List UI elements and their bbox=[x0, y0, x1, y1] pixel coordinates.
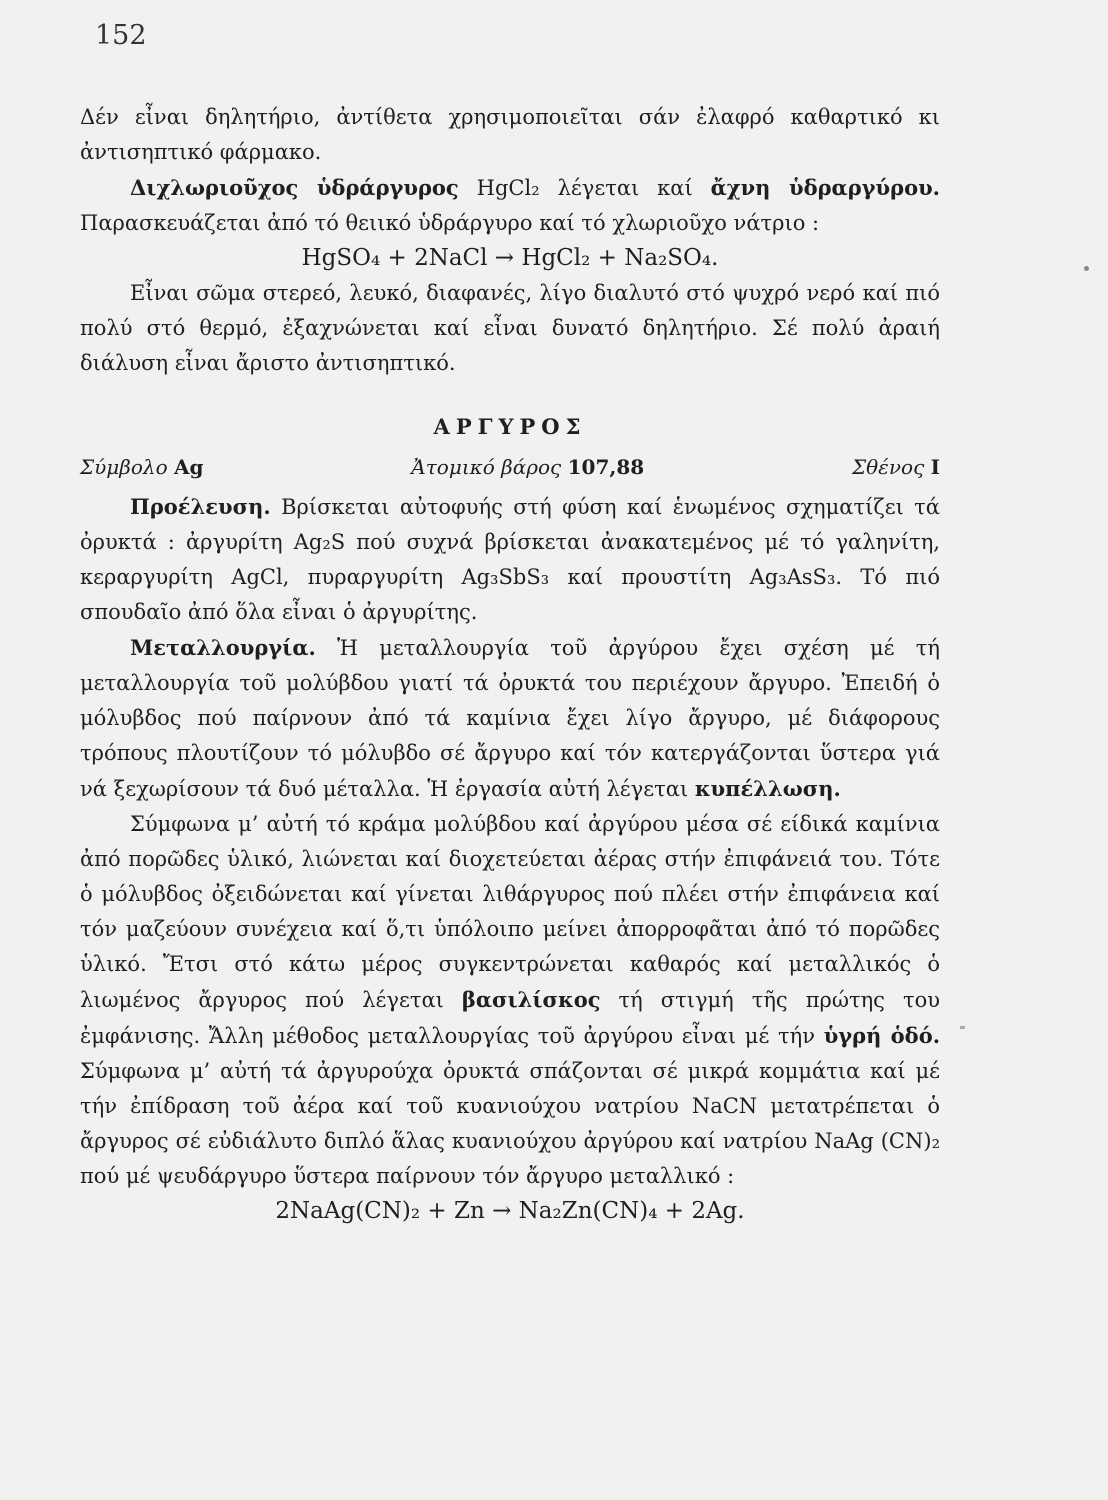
origin-text: Βρίσκεται αὐτοφυής στή φύση καί ἑνωμένος σχηματίζει τά ὀρυκτά : ἀργυρίτη Ag₂S πού συχνά βρίσκεται ἀνακατεμένος μέ τό γαληνίτη, κεραργυρίτη AgCl, πυραργυρίτη Ag₃SbS₃ καί προυστίτη Ag₃AsS₃. Τό πιό σπουδαῖο ἀπό ὅλα εἶναι ὁ ἀργυρίτης. bbox=[80, 495, 940, 624]
hgcl2-alt-name: ἄχνη ὑδραργύρου. bbox=[710, 175, 940, 200]
metallurgy-text: Ἡ μεταλλουργία τοῦ ἀργύρου ἔχει σχέση μέ τή μεταλλουργία τοῦ μολύβδου γιατί τά ὀρυκτά του περιέχουν ἄργυρο. Ἐπειδή ὁ μόλυβδος πού παίρνουν ἀπό τά καμίνια ἔχει λίγο ἄργυρο, μέ διάφορους τρόπους πλουτίζουν τό μόλυβδο σέ ἄργυρο καί τόν κατεργάζονται ὕστερα γιά νά ξεχωρίσουν τά δυό μέταλλα. Ἡ ἐργασία αὐτή λέγεται bbox=[80, 636, 940, 801]
hgcl2-title: Διχλωριοῦχος ὑδράργυρος bbox=[130, 175, 459, 200]
hgcl2-text1: λέγεται καί bbox=[557, 176, 693, 200]
paragraph-intro: Δέν εἶναι δηλητήριο, ἀντίθετα χρησιμοποιεῖται σάν ἐλαφρό καθαρτικό κι ἀντισηπτικό φάρμακο. bbox=[80, 105, 940, 164]
origin-title: Προέλευση. bbox=[130, 494, 271, 519]
symbol-value: Ag bbox=[173, 455, 204, 479]
scan-speck bbox=[1084, 266, 1089, 271]
weight-value: 107,88 bbox=[567, 455, 645, 479]
hgcl2-preparation: Παρασκευάζεται ἀπό τό θειικό ὑδράργυρο καί τό χλωριοῦχο νάτριο : bbox=[80, 211, 820, 235]
process-text-c: Σύμφωνα μ’ αὐτή τά ἀργυρούχα ὀρυκτά σπάζονται σέ μικρά κομμάτια καί μέ τήν ἐπίδραση τοῦ ἀέρα καί τοῦ κυανιούχου νατρίου NaCN μετατρέπεται ὁ ἄργυρος σέ εὐδιάλυτο διπλό ἅλας κυανιούχου ἀργύρου καί νατρίου NaAg (CN)₂ πού μέ ψευδάργυρο ὕστερα παίρνουν τόν ἄργυρο μεταλλικό : bbox=[80, 1059, 940, 1188]
text-block-top bbox=[80, 100, 940, 1229]
valence-field bbox=[852, 450, 940, 485]
weight-label: Ἀτομικό βάρος bbox=[411, 455, 562, 479]
valence-value: I bbox=[930, 455, 940, 479]
element-info-line bbox=[80, 450, 940, 485]
metallurgy-title: Μεταλλουργία. bbox=[130, 635, 316, 660]
basiliskos-term: βασιλίσκος bbox=[461, 987, 601, 1012]
paragraph-origin bbox=[80, 489, 940, 630]
symbol-label: Σύμβολο bbox=[80, 455, 168, 479]
paragraph-hgcl2-title bbox=[80, 170, 940, 241]
process-text-b: τή στιγμή τῆς πρώτης του ἐμφάνισης. Ἄλλη μέθοδος μεταλλουργίας τοῦ ἀργύρου εἶναι μέ τήν bbox=[80, 988, 940, 1048]
page-number: 152 bbox=[95, 20, 147, 51]
hgcl2-properties: Εἶναι σῶμα στερεό, λευκό, διαφανές, λίγο διαλυτό στό ψυχρό νερό καί πιό πολύ στό θερμό, ἐξαχνώνεται καί εἶναι δυνατό δηλητήριο. Σέ πολύ ἀραιή διάλυση εἶναι ἄριστο ἀντισηπτικό. bbox=[80, 281, 940, 375]
paragraph-metallurgy bbox=[80, 630, 940, 807]
paragraph-process bbox=[80, 807, 940, 1194]
symbol-field bbox=[80, 450, 204, 485]
process-text-a: Σύμφωνα μ’ αὐτή τό κράμα μολύβδου καί ἀργύρου μέσα σέ είδικά καμίνια ἀπό πορῶδες ὑλικό, λιώνεται καί διοχετεύεται ἀέρας στήν ἐπιφάνειά του. Τότε ὁ μόλυβδος ὀξειδώνεται καί γίνεται λιθάργυρος πού πλέει στήν ἐπιφάνεια καί τόν μαζεύουν συνέχεια καί ὅ,τι ὑπόλοιπο μείνει ἀπορροφᾶται ἀπό τό πορῶδες ὑλικό. Ἔτσι στό κάτω μέρος συγκεντρώνεται καθαρός καί μεταλλικός ὁ λιωμένος ἄργυρος πού λέγεται bbox=[80, 812, 940, 1012]
hgcl2-equation: HgSO₄ + 2NaCl → HgCl₂ + Na₂SO₄. bbox=[301, 245, 719, 271]
hgcl2-formula: HgCl₂ bbox=[476, 176, 540, 200]
section-heading-silver: ΑΡΓΥΡΟΣ bbox=[433, 414, 587, 439]
weight-field bbox=[411, 450, 644, 485]
silver-equation: 2NaAg(CN)₂ + Zn → Na₂Zn(CN)₄ + 2Ag. bbox=[275, 1198, 745, 1224]
cupellation-term: κυπέλλωση. bbox=[694, 776, 841, 801]
wet-way-term: ὑγρή ὁδό. bbox=[823, 1023, 941, 1048]
valence-label: Σθένος bbox=[851, 455, 925, 479]
scan-mark bbox=[960, 1026, 965, 1029]
